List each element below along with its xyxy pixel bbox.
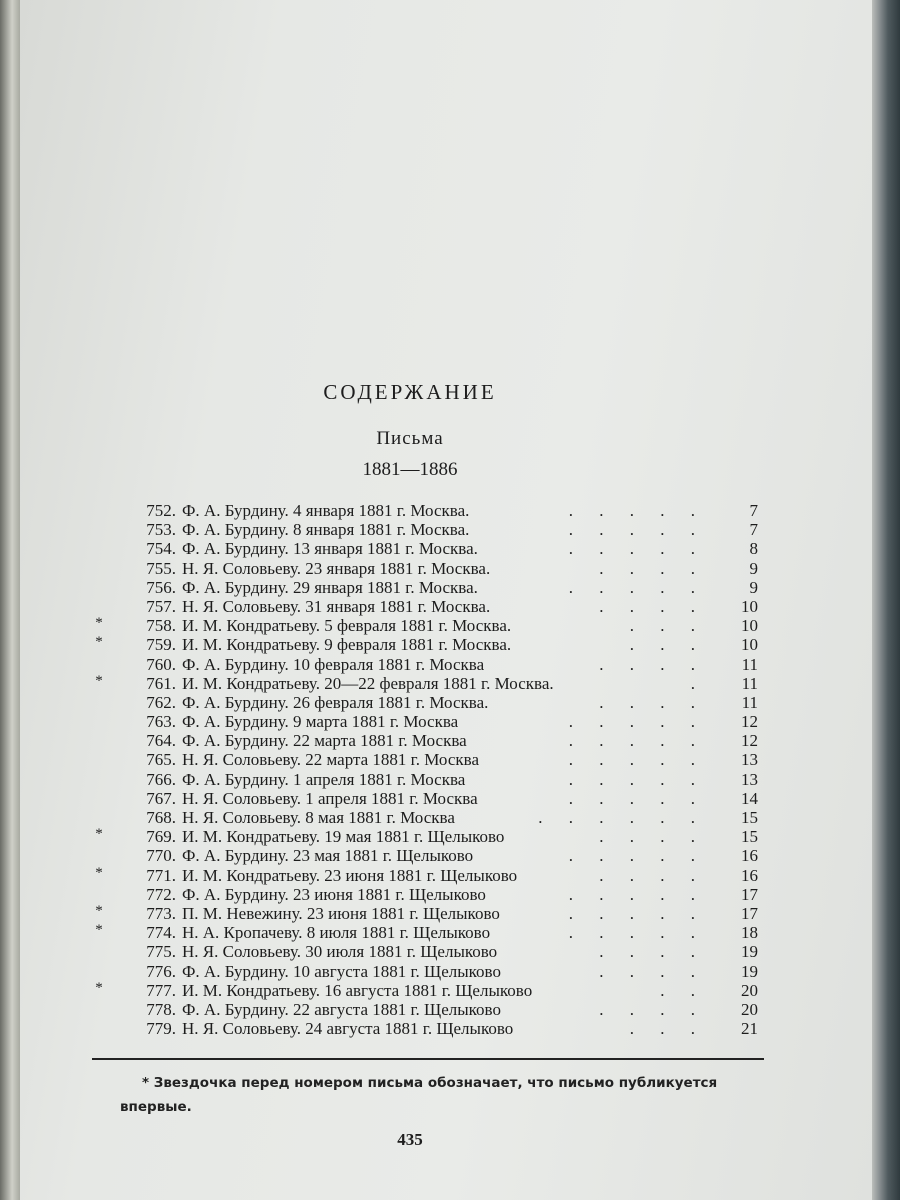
leader-dots: . . . . xyxy=(599,942,706,962)
toc-entry xyxy=(95,922,758,943)
letter-number: 753. xyxy=(146,520,176,540)
leader-dots: . . . . . xyxy=(568,903,706,923)
footnote-divider xyxy=(92,1058,764,1060)
first-publication-marker: * xyxy=(95,826,103,843)
first-publication-marker: * xyxy=(95,672,103,689)
page-reference: 17 xyxy=(741,903,758,923)
page-reference: 10 xyxy=(741,596,758,616)
page-reference: 15 xyxy=(741,808,758,827)
left-page-edge xyxy=(0,0,22,1200)
page-reference: 8 xyxy=(749,539,758,559)
page-reference: 7 xyxy=(749,520,758,540)
leader-dots: . . . . . xyxy=(568,769,706,789)
first-publication-marker: * xyxy=(95,902,103,919)
toc-entry xyxy=(98,962,758,981)
letter-description: Ф. А. Бурдину. 9 марта 1881 г. Москва xyxy=(182,712,459,732)
toc-entry xyxy=(95,902,758,923)
toc-entry xyxy=(95,634,758,655)
first-publication-marker: * xyxy=(95,979,103,996)
letter-description: И. М. Кондратьеву. 5 февраля 1881 г. Москва. xyxy=(182,616,512,636)
toc-entry xyxy=(98,520,758,539)
toc-entry xyxy=(98,501,758,520)
letter-description: Ф. А. Бурдину. 10 февраля 1881 г. Москва xyxy=(182,654,485,674)
page-reference: 15 xyxy=(741,827,758,847)
letter-description: Ф. А. Бурдину. 1 апреля 1881 г. Москва xyxy=(182,769,466,789)
letter-number: 761. xyxy=(146,673,176,693)
letter-number: 758. xyxy=(146,616,176,636)
letter-number: 764. xyxy=(146,731,176,751)
leader-dots: . . . . . xyxy=(568,884,706,904)
letter-number: 766. xyxy=(146,769,176,789)
toc-entry xyxy=(98,1019,758,1038)
letter-description: Ф. А. Бурдину. 22 марта 1881 г. Москва xyxy=(182,731,467,751)
footnote: * Звездочка перед номером письма обозначает, что письмо публикуется впервые. xyxy=(120,1075,718,1115)
page-reference: 11 xyxy=(741,654,758,674)
letter-description: Н. Я. Соловьеву. 23 января 1881 г. Москва. xyxy=(182,558,491,578)
toc-entry xyxy=(98,693,758,712)
letter-description: Н. Я. Соловьеву. 30 июля 1881 г. Щелыково xyxy=(182,942,498,962)
toc-entry xyxy=(95,615,758,636)
year-range: 1881—1886 xyxy=(362,459,458,480)
letter-description: Ф. А. Бурдину. 22 августа 1881 г. Щелыково xyxy=(182,999,501,1019)
letter-number: 770. xyxy=(146,846,176,866)
toc-entry xyxy=(98,539,758,558)
page-reference: 13 xyxy=(741,769,758,789)
toc-entry xyxy=(98,942,758,961)
letter-description: Ф. А. Бурдину. 23 мая 1881 г. Щелыково xyxy=(182,846,474,866)
leader-dots: . . . xyxy=(629,616,706,636)
letter-number: 773. xyxy=(146,903,176,923)
letter-number: 779. xyxy=(146,1019,176,1039)
toc-entry xyxy=(98,750,758,769)
toc-entry xyxy=(98,559,758,578)
letter-description: И. М. Кондратьеву. 19 мая 1881 г. Щелыково xyxy=(182,827,505,847)
book-page xyxy=(20,0,872,1200)
toc-entry xyxy=(98,578,758,597)
book-spine xyxy=(870,0,900,1200)
letter-description: И. М. Кондратьеву. 20—22 февраля 1881 г. Москва. xyxy=(182,673,554,693)
page-reference: 11 xyxy=(741,673,758,693)
leader-dots: . . . . . xyxy=(568,539,706,559)
page-reference: 18 xyxy=(741,923,758,943)
first-publication-marker: * xyxy=(95,634,103,651)
section-heading: Письма xyxy=(376,428,444,449)
leader-dots: . . . . . xyxy=(568,577,706,597)
letter-number: 778. xyxy=(146,999,176,1019)
toc-entry xyxy=(98,712,758,731)
leader-dots: . . . . . xyxy=(568,712,706,732)
page-reference: 17 xyxy=(741,884,758,904)
toc-entry xyxy=(98,1000,758,1019)
letter-number: 765. xyxy=(146,750,176,770)
contents-heading: СОДЕРЖАНИЕ xyxy=(323,380,497,404)
letter-number: 768. xyxy=(146,808,176,827)
leader-dots: . . . . . xyxy=(568,923,706,943)
leader-dots: . . . . . xyxy=(568,731,706,751)
toc-entry xyxy=(98,655,758,674)
letter-description: Ф. А. Бурдину. 8 января 1881 г. Москва. xyxy=(182,520,470,540)
letter-number: 774. xyxy=(146,923,176,943)
first-publication-marker: * xyxy=(95,922,103,939)
letter-number: 756. xyxy=(146,577,176,597)
leader-dots: . . . . xyxy=(599,827,706,847)
letter-description: Н. Я. Соловьеву. 22 марта 1881 г. Москва xyxy=(182,750,480,770)
letter-description: Н. А. Кропачеву. 8 июля 1881 г. Щелыково xyxy=(182,923,491,943)
letter-description: Н. Я. Соловьеву. 31 января 1881 г. Москва. xyxy=(182,596,491,616)
letter-description: Н. Я. Соловьеву. 1 апреля 1881 г. Москва xyxy=(182,788,478,808)
letter-number: 771. xyxy=(146,865,176,885)
leader-dots: . . . . xyxy=(599,596,706,616)
leader-dots: . . . . . xyxy=(568,788,706,808)
letter-number: 760. xyxy=(146,654,176,674)
toc-entry xyxy=(98,808,758,827)
leader-dots: . . . . . xyxy=(568,846,706,866)
toc-entry xyxy=(95,979,758,1000)
first-publication-marker: * xyxy=(95,864,103,881)
letter-number: 777. xyxy=(146,980,176,1000)
toc-entry xyxy=(95,864,758,885)
page-reference: 21 xyxy=(741,1019,758,1039)
toc-entry xyxy=(98,731,758,750)
letter-number: 775. xyxy=(146,942,176,962)
page-reference: 13 xyxy=(741,750,758,770)
leader-dots: . . . . . xyxy=(568,520,706,540)
page-reference: 19 xyxy=(741,942,758,962)
letter-description: И. М. Кондратьеву. 16 августа 1881 г. Щелыково xyxy=(182,980,533,1000)
toc-entry xyxy=(98,846,758,865)
letter-number: 772. xyxy=(146,884,176,904)
letter-number: 754. xyxy=(146,539,176,559)
page-reference: 20 xyxy=(741,999,758,1019)
letter-description: И. М. Кондратьеву. 9 февраля 1881 г. Москва. xyxy=(182,635,512,655)
leader-dots: . . . xyxy=(629,635,706,655)
letter-number: 769. xyxy=(146,827,176,847)
letter-description: Ф. А. Бурдину. 13 января 1881 г. Москва. xyxy=(182,539,478,559)
letter-number: 757. xyxy=(146,596,176,616)
toc-entry xyxy=(98,885,758,904)
page-reference: 11 xyxy=(741,692,758,712)
leader-dots: . . . . xyxy=(599,558,706,578)
letter-number: 763. xyxy=(146,712,176,732)
first-publication-marker: * xyxy=(95,615,103,632)
leader-dots: . . . . . . xyxy=(538,808,706,827)
leader-dots: . . . xyxy=(629,1019,706,1039)
page-reference: 7 xyxy=(749,501,758,520)
leader-dots: . . . . xyxy=(599,654,706,674)
letter-number: 752. xyxy=(146,501,176,520)
toc-entry xyxy=(95,826,758,847)
toc-entry xyxy=(95,672,758,693)
page-reference: 16 xyxy=(741,846,758,866)
letter-number: 767. xyxy=(146,788,176,808)
letter-description: Н. Я. Соловьеву. 24 августа 1881 г. Щелыково xyxy=(182,1019,514,1039)
letter-number: 755. xyxy=(146,558,176,578)
table-of-contents xyxy=(95,501,758,1039)
letter-number: 762. xyxy=(146,692,176,712)
leader-dots: . . . . xyxy=(599,999,706,1019)
page-reference: 19 xyxy=(741,961,758,981)
page-reference: 14 xyxy=(741,788,758,808)
letter-description: Ф. А. Бурдину. 4 января 1881 г. Москва. xyxy=(182,501,470,520)
letter-number: 776. xyxy=(146,961,176,981)
toc-entry xyxy=(98,789,758,808)
page-reference: 9 xyxy=(749,577,758,597)
letter-description: И. М. Кондратьеву. 23 июня 1881 г. Щелыково xyxy=(182,865,518,885)
letter-description: Ф. А. Бурдину. 26 февраля 1881 г. Москва. xyxy=(182,692,489,712)
leader-dots: . . . . . xyxy=(568,750,706,770)
letter-number: 759. xyxy=(146,635,176,655)
letter-description: Ф. А. Бурдину. 23 июня 1881 г. Щелыково xyxy=(182,884,486,904)
leader-dots: . . . . . xyxy=(568,501,706,520)
page-reference: 12 xyxy=(741,731,758,751)
toc-entry xyxy=(98,597,758,616)
leader-dots: . xyxy=(690,673,706,693)
leader-dots: . . xyxy=(660,980,706,1000)
page-reference: 9 xyxy=(749,558,758,578)
leader-dots: . . . . xyxy=(599,961,706,981)
toc-entry xyxy=(98,770,758,789)
letter-description: Ф. А. Бурдину. 29 января 1881 г. Москва. xyxy=(182,577,478,597)
page-reference: 10 xyxy=(741,635,758,655)
leader-dots: . . . . xyxy=(599,865,706,885)
page-reference: 16 xyxy=(741,865,758,885)
letter-description: П. М. Невежину. 23 июня 1881 г. Щелыково xyxy=(182,903,500,923)
page-reference: 10 xyxy=(741,616,758,636)
letter-description: Ф. А. Бурдину. 10 августа 1881 г. Щелыково xyxy=(182,961,501,981)
page-number: 435 xyxy=(397,1130,423,1149)
leader-dots: . . . . xyxy=(599,692,706,712)
page-reference: 20 xyxy=(741,980,758,1000)
letter-description: Н. Я. Соловьеву. 8 мая 1881 г. Москва xyxy=(182,808,455,827)
page-reference: 12 xyxy=(741,712,758,732)
